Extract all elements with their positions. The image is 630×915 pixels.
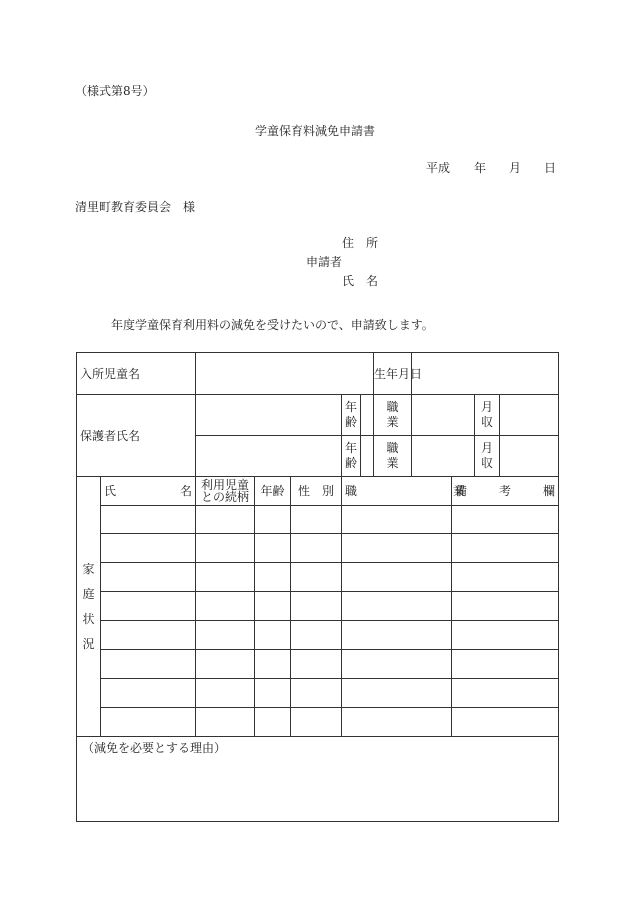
family-row	[77, 506, 559, 534]
family-name-cell[interactable]	[101, 650, 196, 679]
family-sex-cell[interactable]	[291, 563, 342, 592]
income-field-1[interactable]	[500, 395, 559, 436]
occupation-field-1[interactable]	[412, 395, 475, 436]
occupation-label-1: 職 業	[374, 395, 412, 436]
family-age-cell[interactable]	[255, 621, 291, 650]
family-relation-cell[interactable]	[196, 621, 255, 650]
family-relation-cell[interactable]	[196, 650, 255, 679]
family-age-cell[interactable]	[255, 679, 291, 708]
income-field-2[interactable]	[500, 436, 559, 477]
family-remarks-cell[interactable]	[452, 621, 559, 650]
family-name-cell[interactable]	[101, 592, 196, 621]
family-sex-cell[interactable]	[291, 592, 342, 621]
family-header-age: 年齢	[255, 477, 291, 506]
family-row	[77, 650, 559, 679]
family-relation-cell[interactable]	[196, 534, 255, 563]
family-row	[77, 534, 559, 563]
family-relation-cell[interactable]	[196, 563, 255, 592]
family-name-cell[interactable]	[101, 563, 196, 592]
family-header-relation: 利用児童 との続柄	[196, 477, 255, 506]
family-row	[77, 621, 559, 650]
family-remarks-cell[interactable]	[452, 708, 559, 737]
family-age-cell[interactable]	[255, 563, 291, 592]
child-name-field[interactable]	[196, 353, 374, 395]
applicant-name-label: 氏 名	[342, 274, 379, 288]
birthdate-field[interactable]	[412, 353, 559, 395]
child-name-label: 入所児童名	[77, 353, 196, 395]
applicant-address-label: 住 所	[342, 236, 379, 250]
family-remarks-cell[interactable]	[452, 592, 559, 621]
family-relation-cell[interactable]	[196, 708, 255, 737]
family-age-cell[interactable]	[255, 650, 291, 679]
family-header-sex: 性 別	[291, 477, 342, 506]
family-occupation-cell[interactable]	[342, 679, 452, 708]
family-occupation-cell[interactable]	[342, 534, 452, 563]
family-name-cell[interactable]	[101, 506, 196, 534]
family-remarks-cell[interactable]	[452, 563, 559, 592]
family-remarks-cell[interactable]	[452, 650, 559, 679]
family-remarks-cell[interactable]	[452, 534, 559, 563]
date-year-label: 年	[474, 161, 487, 175]
family-sex-cell[interactable]	[291, 650, 342, 679]
date-month-label: 月	[509, 161, 522, 175]
family-relation-cell[interactable]	[196, 506, 255, 534]
form-number: （様式第8号）	[75, 84, 155, 98]
application-statement: 年度学童保育利用料の減免を受けたいので、申請致します。	[111, 318, 434, 332]
birthdate-label: 生年月日	[374, 353, 412, 395]
guardian-name-field-1[interactable]	[196, 395, 342, 436]
family-name-cell[interactable]	[101, 534, 196, 563]
applicant-label: 申請者	[306, 255, 343, 269]
date-day-label: 日	[544, 161, 557, 175]
family-occupation-cell[interactable]	[342, 506, 452, 534]
reason-label: （減免を必要とする理由）	[82, 741, 227, 755]
family-occupation-cell[interactable]	[342, 621, 452, 650]
occupation-label-2: 職 業	[374, 436, 412, 477]
family-name-cell[interactable]	[101, 708, 196, 737]
family-sex-cell[interactable]	[291, 708, 342, 737]
family-occupation-cell[interactable]	[342, 650, 452, 679]
family-header-occupation: 職 業	[342, 477, 452, 506]
income-label-2: 月 収	[475, 436, 500, 477]
family-header-name: 氏 名	[101, 477, 196, 506]
family-name-cell[interactable]	[101, 621, 196, 650]
age-label-2: 年 齢	[342, 436, 361, 477]
family-relation-cell[interactable]	[196, 679, 255, 708]
family-relation-cell[interactable]	[196, 592, 255, 621]
family-name-cell[interactable]	[101, 679, 196, 708]
family-row	[77, 679, 559, 708]
income-label-1: 月 収	[475, 395, 500, 436]
date-era: 平成	[426, 161, 451, 175]
age-label-1: 年 齢	[342, 395, 361, 436]
family-sex-cell[interactable]	[291, 506, 342, 534]
family-sex-cell[interactable]	[291, 621, 342, 650]
family-row	[77, 708, 559, 737]
family-occupation-cell[interactable]	[342, 708, 452, 737]
family-remarks-cell[interactable]	[452, 679, 559, 708]
age-field-1[interactable]	[361, 395, 374, 436]
family-occupation-cell[interactable]	[342, 592, 452, 621]
document-title: 学童保育料減免申請書	[254, 124, 375, 138]
age-field-2[interactable]	[361, 436, 374, 477]
family-occupation-cell[interactable]	[342, 563, 452, 592]
family-age-cell[interactable]	[255, 506, 291, 534]
occupation-field-2[interactable]	[412, 436, 475, 477]
family-status-label: 家 庭 状 況	[77, 477, 101, 737]
guardian-name-field-2[interactable]	[196, 436, 342, 477]
family-row	[77, 592, 559, 621]
family-sex-cell[interactable]	[291, 679, 342, 708]
family-row	[77, 563, 559, 592]
family-age-cell[interactable]	[255, 708, 291, 737]
family-age-cell[interactable]	[255, 534, 291, 563]
guardian-name-label: 保護者氏名	[77, 395, 196, 477]
family-age-cell[interactable]	[255, 592, 291, 621]
application-form-table	[76, 352, 559, 822]
family-sex-cell[interactable]	[291, 534, 342, 563]
addressee: 清里町教育委員会 様	[75, 200, 196, 214]
family-remarks-cell[interactable]	[452, 506, 559, 534]
reason-field[interactable]	[77, 737, 559, 822]
family-header-remarks: 備 考 欄	[452, 477, 559, 506]
